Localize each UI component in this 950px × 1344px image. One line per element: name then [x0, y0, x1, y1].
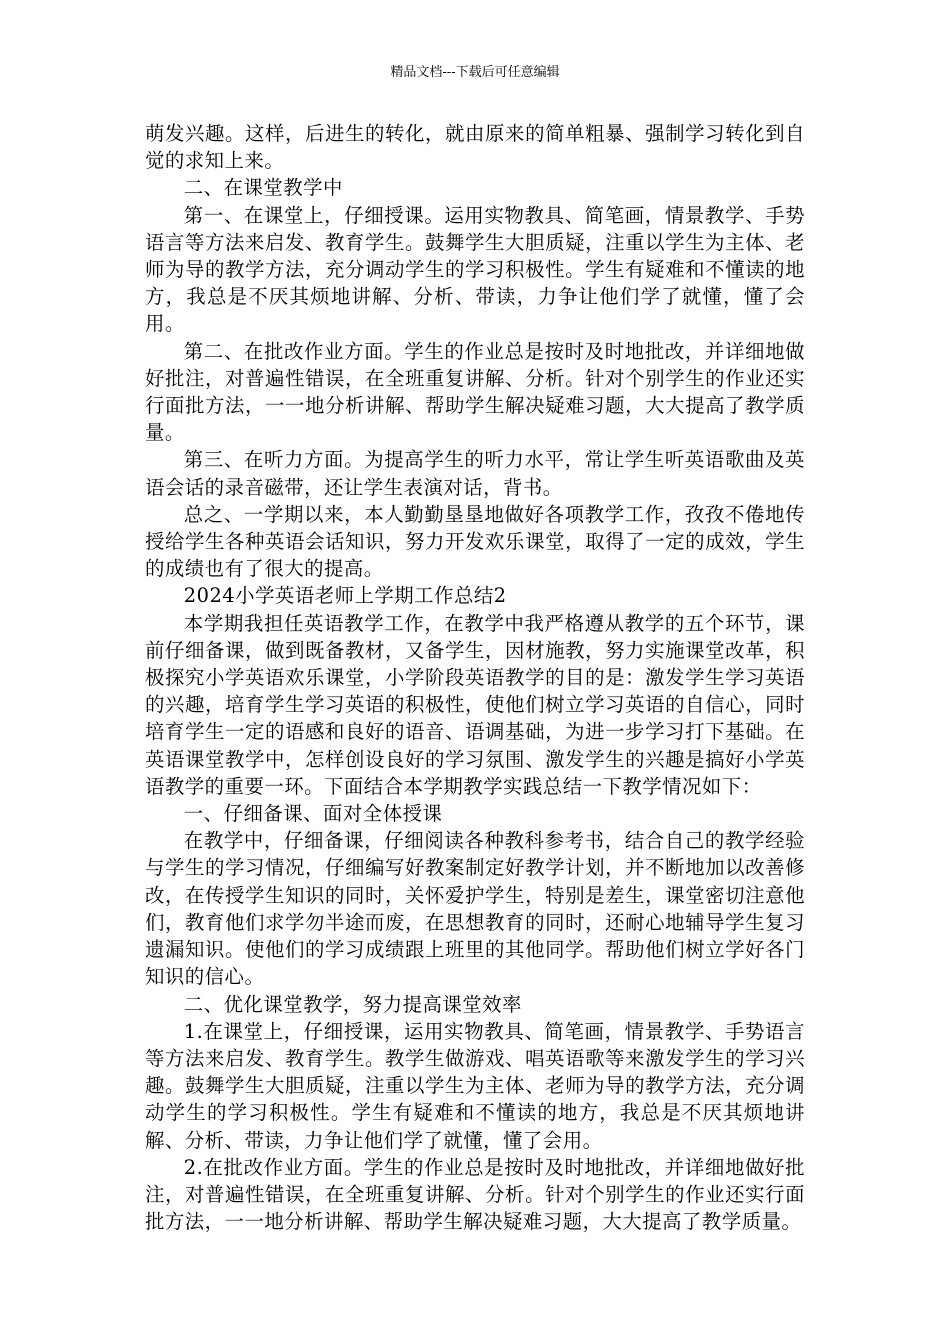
paragraph-preparation: 在教学中，仔细备课，仔细阅读各种教科参考书，结合自己的教学经验与学生的学习情况，仔细编写好教案制定好教学计划，并不断地加以改善修改，在传授学生知识的同时，关怀爱护学生，特别是差生，课堂密切注意他们，教育他们求学勿半途而废，在思想教育的同时，还耐心地辅导学生复习遗漏知识。使他们的学习成绩跟上班里的其他同学。帮助他们树立学好各门知识的信心。 [145, 829, 805, 989]
document-title-2: 2024小学英语老师上学期工作总结2 [183, 584, 507, 608]
paragraph-item-2: 2.在批改作业方面。学生的作业总是按时及时地批改，并详细地做好批注，对普遍性错误，在全班重复讲解、分析。针对个别学生的作业还实行面批方法，一一地分析讲解、帮助学生解决疑难习题，大大提高了教学质量。 [145, 1155, 805, 1234]
page-header: 精品文档---下载后可任意编辑 [390, 65, 560, 80]
paragraph-intro: 本学期我担任英语教学工作，在教学中我严格遵从教学的五个环节，课前仔细备课，做到既备教材，又备学生，因材施教，努力实施课堂改革，积极探究小学英语欢乐课堂，小学阶段英语教学的目的是：激发学生学习英语的兴趣，培育学生学习英语的积极性，使他们树立学习英语的自信心，同时培育学生一定的语感和良好的语音、语调基础，为进一步学习打下基础。在英语课堂教学中，怎样创设良好的学习氛围、激发学生的兴趣是搞好小学英语教学的重要一环。下面结合本学期教学实践总结一下教学情况如下： [145, 611, 805, 798]
paragraph-item-1: 1.在课堂上，仔细授课，运用实物教具、简笔画，情景教学、手势语言等方法来启发、教育学生。教学生做游戏、唱英语歌等来激发学生的学习兴趣。鼓舞学生大胆质疑，注重以学生为主体、老师为导的教学方法，充分调动学生的学习积极性。学生有疑难和不懂读的地方，我总是不厌其烦地讲解、分析、带读，力争让他们学了就懂，懂了会用。 [145, 1019, 805, 1152]
paragraph-second-point: 第二、在批改作业方面。学生的作业总是按时及时地批改，并详细地做好批注，对普遍性错误，在全班重复讲解、分析。针对个别学生的作业还实行面批方法，一一地分析讲解、帮助学生解决疑难习题，大大提高了教学质量。 [145, 339, 805, 445]
document-body [145, 120, 805, 1235]
paragraph-summary: 总之、一学期以来，本人勤勤垦垦地做好各项教学工作，孜孜不倦地传授给学生各种英语会话知识，努力开发欢乐课堂，取得了一定的成效，学生的成绩也有了很大的提高。 [145, 502, 805, 581]
paragraph-third-point: 第三、在听力方面。为提高学生的听力水平，常让学生听英语歌曲及英语会话的录音磁带，还让学生表演对话，背书。 [145, 448, 805, 499]
paragraph-first-point: 第一、在课堂上，仔细授课。运用实物教具、简笔画，情景教学、手势语言等方法来启发、教育学生。鼓舞学生大胆质疑，注重以学生为主体、老师为导的教学方法，充分调动学生的学习积极性。学生有疑难和不懂读的地方，我总是不厌其烦地讲解、分析、带读，力争让他们学了就懂，懂了会用。 [145, 203, 805, 336]
section-heading-classroom: 二、在课堂教学中 [183, 176, 343, 200]
paragraph-continuation: 萌发兴趣。这样，后进生的转化，就由原来的简单粗暴、强制学习转化到自觉的求知上来。 [145, 122, 805, 173]
section-heading-preparation: 一、仔细备课、面对全体授课 [183, 802, 443, 826]
section-heading-optimization: 二、优化课堂教学，努力提高课堂效率 [183, 992, 522, 1016]
